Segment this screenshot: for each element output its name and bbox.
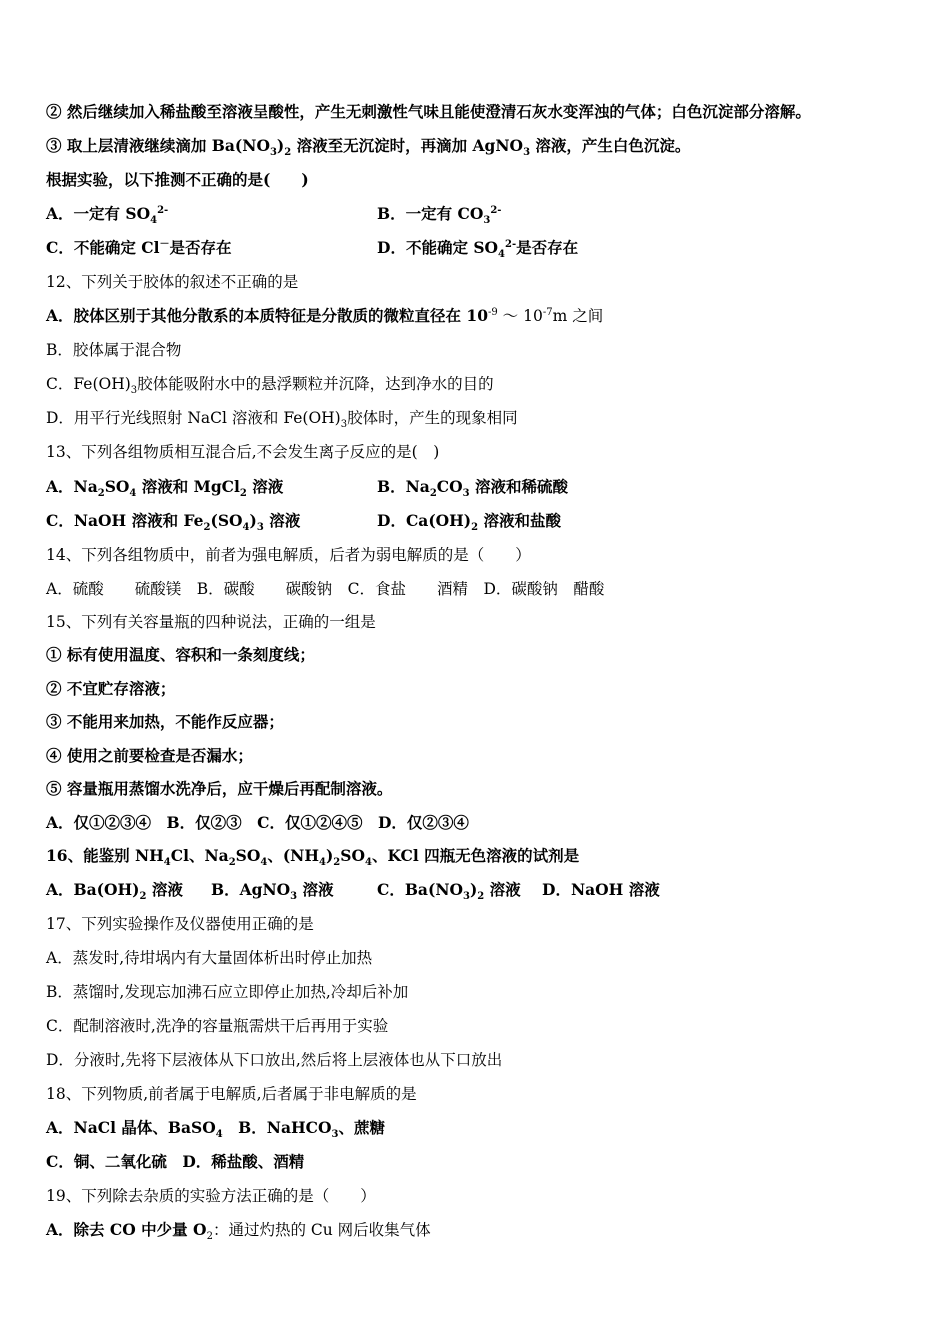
subscript: 2	[429, 488, 437, 500]
q13-option-b	[377, 475, 568, 499]
text: D．分液时,先将下层液体从下口放出,然后将上层液体也从下口放出	[46, 1051, 503, 1069]
text: )	[469, 880, 478, 899]
text: 溶液	[484, 880, 521, 899]
text: 溶液至无沉淀时，再滴加 AgNO	[291, 136, 524, 155]
q15-options	[46, 811, 469, 835]
subscript: 3	[340, 419, 348, 431]
text: 16、能鉴别 NH	[46, 846, 164, 865]
text: 12、下列关于胶体的叙述不正确的是	[46, 273, 299, 291]
subscript: 4	[364, 857, 372, 869]
text: CO	[436, 477, 463, 496]
text: A．Na	[46, 477, 98, 496]
text: A．除去 CO 中少量 O	[46, 1220, 207, 1239]
text: 溶液，产生白色沉淀。	[530, 136, 691, 155]
q13-option-d	[377, 509, 561, 533]
text: 溶液	[263, 511, 301, 530]
q18-options-cd	[46, 1150, 304, 1174]
subscript: 4	[242, 522, 250, 534]
text: 胶体时，产生的现象相同	[347, 409, 518, 427]
text: C．配制溶液时,洗净的容量瓶需烘干后再用于实验	[46, 1017, 389, 1035]
subscript: 4	[215, 1129, 223, 1141]
text: 14、下列各组物质中，前者为强电解质，后者为弱电解质的是（ ）	[46, 546, 531, 564]
text: 18、下列物质,前者属于电解质,后者属于非电解质的是	[46, 1085, 417, 1103]
subscript: 4	[498, 249, 506, 261]
q15-stem	[46, 610, 376, 634]
subscript: 3	[462, 891, 470, 903]
q11-statement-2	[46, 100, 811, 124]
q13-option-a	[46, 477, 284, 500]
q13-stem	[46, 440, 439, 464]
text: A．一定有 SO	[46, 204, 151, 223]
text: 19、下列除去杂质的实验方法正确的是（ ）	[46, 1187, 376, 1205]
q12-option-c	[46, 372, 494, 396]
text: ～ 10	[497, 307, 543, 325]
q19-option-a	[46, 1218, 431, 1242]
text: 、KCl 四瓶无色溶液的试剂是	[371, 846, 580, 865]
text: B．一定有 CO	[377, 204, 484, 223]
q11-option-c	[46, 238, 231, 257]
text: 溶液	[246, 477, 284, 496]
text: A．仅①②③④ B．仅②③ C．仅①②④⑤ D．仅②③④	[46, 813, 469, 832]
subscript: 4	[129, 488, 137, 500]
text: C．不能确定 Cl	[46, 238, 160, 257]
subscript: 4	[260, 857, 268, 869]
q13-option-c	[46, 511, 301, 534]
q13-options-ab	[46, 475, 906, 499]
text: D．NaOH 溶液	[542, 880, 660, 899]
text: m 之间	[552, 307, 604, 325]
text: 根据实验，以下推测不正确的是( )	[46, 170, 309, 189]
subscript: 3	[462, 488, 470, 500]
text: 是否存在	[169, 238, 232, 257]
q18-stem	[46, 1082, 417, 1106]
text: 溶液	[146, 880, 183, 899]
subscript: 3	[483, 215, 491, 227]
q13-options-cd	[46, 509, 906, 533]
q11-option-b	[377, 202, 501, 226]
q15-statement-1	[46, 643, 315, 667]
q12-option-b	[46, 338, 181, 362]
text: C．Fe(OH)	[46, 375, 131, 393]
superscript: 2-	[157, 204, 169, 216]
q18-options-ab	[46, 1116, 385, 1140]
q11-stem	[46, 168, 309, 192]
text: C．NaOH 溶液和 Fe	[46, 511, 204, 530]
text: B．AgNO	[211, 880, 291, 899]
subscript: 4	[318, 857, 326, 869]
text: 、蔗糖	[338, 1118, 385, 1137]
text: C．Ba(NO	[377, 880, 463, 899]
subscript: 4	[163, 857, 171, 869]
q16-option-a	[46, 880, 183, 903]
superscript: －	[159, 238, 170, 250]
subscript: 3	[331, 1129, 339, 1141]
subscript: 2	[333, 857, 341, 869]
q15-statement-3	[46, 710, 284, 734]
subscript: 2	[97, 488, 105, 500]
q15-statement-2	[46, 677, 175, 701]
subscript: 2	[139, 891, 147, 903]
text: 、(NH	[267, 846, 319, 865]
q11-statement-3	[46, 134, 690, 158]
superscript: -9	[488, 306, 498, 318]
text: ：通过灼热的 Cu 网后收集气体	[212, 1221, 431, 1239]
text: B．蒸馏时,发现忘加沸石应立即停止加热,冷却后补加	[46, 983, 409, 1001]
q17-option-a	[46, 946, 372, 970]
text: )	[249, 511, 257, 530]
text: A．Ba(OH)	[46, 880, 140, 899]
text: ③ 取上层清液继续滴加 Ba(NO	[46, 136, 270, 155]
text: ⑤ 容量瓶用蒸馏水洗净后，应干燥后再配制溶液。	[46, 779, 393, 798]
text: B．胶体属于混合物	[46, 341, 182, 359]
subscript: 4	[150, 215, 158, 227]
q17-option-b	[46, 980, 408, 1004]
text: B．Na	[377, 477, 430, 496]
q16-option-c	[377, 878, 521, 902]
text: A．胶体区别于其他分散系的本质特征是分散质的微粒直径在 10	[46, 306, 488, 325]
q16-option-b	[211, 878, 334, 902]
q14-options	[46, 577, 604, 601]
text: 溶液和盐酸	[478, 511, 562, 530]
superscript: 2-	[490, 204, 502, 216]
text: ② 不宜贮存溶液；	[46, 679, 176, 698]
q11-s2-text: ② 然后继续加入稀盐酸至溶液呈酸性，产生无刺激性气味且能使澄清石灰水变浑浊的气体；白色沉淀部分溶解。	[46, 102, 811, 121]
q11-options-cd	[46, 236, 906, 260]
subscript: 2	[284, 147, 292, 159]
text: C．铜、二氧化硫 D．稀盐酸、酒精	[46, 1152, 305, 1171]
text: (SO	[210, 511, 243, 530]
text: D．不能确定 SO	[377, 238, 499, 257]
text: B．NaHCO	[222, 1118, 332, 1137]
q16-option-d	[542, 878, 660, 902]
text: 15、下列有关容量瓶的四种说法，正确的一组是	[46, 613, 376, 631]
text: A．NaCl 晶体、BaSO	[46, 1118, 216, 1137]
subscript: 2	[471, 522, 479, 534]
q11-option-d	[377, 236, 578, 260]
q15-statement-5	[46, 777, 392, 801]
q11-options-ab	[46, 202, 906, 226]
text: ④ 使用之前要检查是否漏水；	[46, 746, 253, 765]
q15-statement-4	[46, 744, 253, 768]
text: )	[325, 846, 334, 865]
text: )	[276, 136, 285, 155]
q19-stem	[46, 1184, 376, 1208]
text: 13、下列各组物质相互混合后,不会发生离子反应的是( )	[46, 443, 440, 461]
q16-stem	[46, 844, 579, 868]
subscript: 3	[290, 891, 298, 903]
subscript: 2	[239, 488, 247, 500]
q17-option-d	[46, 1048, 502, 1072]
q16-options	[46, 878, 906, 902]
text: D．用平行光线照射 NaCl 溶液和 Fe(OH)	[46, 409, 341, 427]
text: Cl、Na	[170, 846, 229, 865]
text: 溶液和稀硫酸	[469, 477, 568, 496]
text: 溶液和 MgCl	[136, 477, 240, 496]
subscript: 3	[130, 385, 138, 397]
text: 胶体能吸附水中的悬浮颗粒并沉降，达到净水的目的	[137, 375, 494, 393]
subscript: 2	[203, 522, 211, 534]
text: ③ 不能用来加热，不能作反应器；	[46, 712, 284, 731]
subscript: 2	[477, 891, 485, 903]
superscript: 2-	[505, 238, 517, 250]
q14-stem	[46, 543, 531, 567]
subscript: 3	[256, 522, 264, 534]
q11-option-a	[46, 204, 169, 227]
text: D．Ca(OH)	[377, 511, 472, 530]
text: SO	[104, 477, 130, 496]
text: SO	[235, 846, 261, 865]
text: 溶液	[297, 880, 334, 899]
subscript: 3	[269, 147, 277, 159]
text: SO	[340, 846, 365, 865]
text: 17、下列实验操作及仪器使用正确的是	[46, 915, 314, 933]
q12-option-a	[46, 304, 603, 328]
subscript: 2	[228, 857, 236, 869]
subscript: 2	[206, 1231, 213, 1243]
text: A．蒸发时,待坩埚内有大量固体析出时停止加热	[46, 949, 373, 967]
q12-option-d	[46, 406, 518, 430]
text: A．硫酸 硫酸镁 B．碳酸 碳酸钠 C．食盐 酒精 D．碳酸钠 醋酸	[46, 580, 605, 598]
superscript: -7	[542, 306, 553, 318]
q12-stem	[46, 270, 298, 294]
text: 是否存在	[516, 238, 579, 257]
q17-option-c	[46, 1014, 388, 1038]
subscript: 3	[523, 147, 531, 159]
q17-stem	[46, 912, 314, 936]
text: ① 标有使用温度、容积和一条刻度线；	[46, 645, 315, 664]
